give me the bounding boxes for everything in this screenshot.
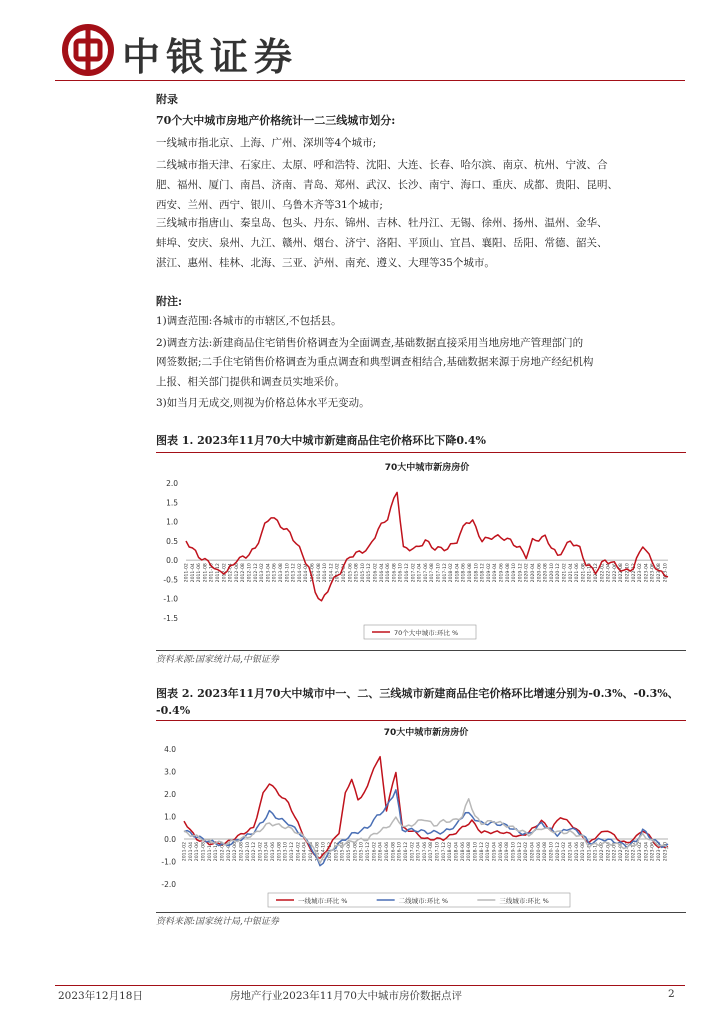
x-tick-label: 2014-02 (296, 842, 302, 862)
y-tick-label: 1.0 (166, 517, 178, 527)
x-tick-label: 2022-02 (600, 842, 606, 862)
x-tick-label: 2023-04 (644, 842, 650, 862)
x-tick-label: 2014-06 (309, 842, 314, 862)
note-3: 3)如当月无成交,则视为价格总体水平无变动。 (156, 397, 370, 409)
legend-label: 二线城市:环比 % (398, 897, 449, 905)
x-tick-label: 2019-06 (498, 842, 504, 862)
x-tick-label: 2018-06 (460, 842, 466, 862)
x-tick-label: 2014-04 (304, 563, 310, 583)
x-tick-label: 2015-02 (334, 842, 340, 862)
figure2-chart (156, 721, 686, 911)
tier2-cities-line2: 肥、福州、厦门、南昌、济南、青岛、郑州、武汉、长沙、南宁、海口、重庆、成都、贵阳、昆明、 (156, 179, 618, 191)
tier2-cities-line1: 二线城市指天津、石家庄、太原、呼和浩特、沈阳、大连、长春、哈尔滨、南京、杭州、宁波、合 (156, 159, 608, 171)
x-tick-label: 2021-06 (575, 563, 581, 583)
x-tick-label: 2012-10 (245, 842, 251, 862)
x-tick-label: 2020-04 (530, 842, 536, 862)
x-tick-label: 2013-12 (290, 842, 296, 862)
figure1-source: 资料来源:国家统计局,中银证券 (156, 655, 279, 665)
x-tick-label: 2014-08 (316, 563, 322, 583)
legend-label: 一线城市:环比 % (298, 897, 348, 905)
x-tick-label: 2016-02 (373, 563, 379, 583)
x-tick-label: 2017-02 (411, 563, 417, 583)
figure2-caption-line2: -0.4% (156, 704, 191, 717)
x-tick-label: 2021-12 (593, 842, 599, 862)
x-tick-label: 2011-04 (190, 563, 196, 583)
x-tick-label: 2015-04 (342, 563, 347, 583)
x-tick-label: 2018-12 (480, 563, 486, 583)
x-tick-label: 2012-12 (252, 842, 258, 862)
x-tick-label: 2011-06 (197, 563, 203, 583)
x-tick-label: 2023-02 (638, 842, 643, 862)
y-tick-label: -1.0 (163, 594, 178, 604)
x-tick-label: 2015-12 (366, 842, 371, 862)
footer-report-title: 房地产行业2023年11月70大中城市房价数据点评 (230, 990, 462, 1002)
x-tick-label: 2017-02 (410, 842, 416, 862)
x-tick-label: 2015-06 (348, 563, 354, 583)
tier1-cities: 一线城市指北京、上海、广州、深圳等4个城市; (156, 137, 377, 149)
x-tick-label: 2021-02 (562, 563, 568, 583)
x-tick-label: 2020-06 (536, 842, 542, 862)
x-tick-label: 2015-06 (347, 842, 352, 862)
note-2-line3: 上报、相关部门提供和调查员实地采价。 (156, 376, 345, 388)
x-tick-label: 2022-04 (606, 563, 612, 583)
x-tick-label: 2016-06 (386, 563, 392, 583)
x-tick-label: 2016-08 (391, 842, 397, 862)
x-tick-label: 2012-04 (228, 563, 234, 583)
x-tick-label: 2023-08 (657, 563, 662, 583)
x-tick-label: 2013-12 (291, 563, 297, 583)
x-tick-label: 2015-02 (335, 563, 341, 583)
x-tick-label: 2020-04 (531, 563, 536, 583)
x-tick-label: 2017-04 (416, 842, 422, 862)
y-tick-label: 2.0 (164, 790, 176, 799)
x-tick-label: 2021-08 (581, 842, 587, 862)
x-tick-label: 2023-06 (650, 842, 656, 862)
tier2-cities-line3: 西安、兰州、西宁、银川、乌鲁木齐等31个城市; (156, 199, 383, 211)
x-tick-label: 2012-02 (222, 563, 228, 583)
appendix-title: 70个大中城市房地产价格统计一二三线城市划分: (156, 114, 396, 127)
x-tick-label: 2019-04 (493, 563, 499, 583)
x-tick-label: 2019-12 (517, 842, 523, 862)
x-tick-label: 2011-10 (209, 563, 215, 583)
x-tick-label: 2018-12 (479, 842, 485, 862)
x-tick-label: 2016-04 (379, 563, 385, 583)
y-tick-label: -1.0 (161, 857, 176, 867)
x-tick-label: 2012-10 (247, 563, 253, 583)
x-tick-label: 2011-08 (201, 842, 207, 862)
x-tick-label: 2016-12 (403, 842, 409, 862)
boc-logo-icon (62, 24, 114, 76)
x-tick-label: 2022-12 (631, 563, 637, 583)
x-tick-label: 2020-06 (537, 563, 543, 583)
x-tick-label: 2018-08 (467, 842, 473, 862)
x-tick-label: 2020-08 (543, 842, 549, 862)
x-tick-label: 2020-12 (556, 563, 562, 583)
x-tick-label: 2022-08 (619, 563, 625, 583)
x-tick-label: 2019-10 (511, 842, 517, 862)
x-tick-label: 2014-12 (328, 842, 333, 862)
x-tick-label: 2017-08 (429, 842, 435, 862)
y-tick-label: -1.5 (163, 614, 178, 623)
x-tick-label: 2020-02 (524, 563, 530, 583)
appendix-label: 附录 (156, 93, 178, 106)
x-tick-label: 2015-08 (353, 842, 359, 862)
figure1-bottom-rule (156, 650, 686, 651)
legend-label: 三线城市:环比 % (499, 897, 549, 905)
x-tick-label: 2018-04 (454, 842, 460, 862)
legend-label: 70个大中城市:环比 % (394, 629, 459, 637)
x-tick-label: 2017-10 (436, 563, 442, 583)
x-tick-label: 2023-08 (657, 842, 662, 862)
x-tick-label: 2017-12 (441, 842, 447, 862)
x-tick-label: 2011-12 (214, 842, 220, 862)
x-tick-label: 2022-08 (619, 842, 624, 862)
x-tick-label: 2016-10 (397, 842, 403, 862)
x-tick-label: 2015-08 (354, 563, 360, 583)
x-tick-label: 2016-10 (398, 563, 404, 583)
chart-title: 70大中城市新房房价 (383, 728, 469, 738)
x-tick-label: 2019-04 (492, 842, 498, 862)
note-1: 1)调查范围:各城市的市辖区,不包括县。 (156, 315, 342, 327)
footer-page-number: 2 (668, 988, 675, 1000)
x-tick-label: 2022-10 (625, 842, 631, 862)
x-tick-label: 2019-06 (499, 563, 505, 583)
x-tick-label: 2013-08 (279, 563, 284, 583)
x-tick-label: 2019-02 (486, 563, 492, 583)
x-tick-label: 2015-04 (340, 842, 346, 862)
x-tick-label: 2022-06 (612, 563, 618, 583)
x-tick-label: 2020-10 (549, 563, 555, 583)
x-tick-label: 2022-12 (631, 842, 637, 862)
x-tick-label: 2014-10 (321, 842, 327, 862)
x-tick-label: 2013-06 (272, 563, 278, 583)
chart-title: 70大中城市新房房价 (384, 463, 470, 473)
x-tick-label: 2019-02 (486, 842, 492, 862)
footer-divider (55, 985, 685, 986)
y-tick-label: 1.0 (164, 812, 176, 822)
x-tick-label: 2021-06 (574, 842, 580, 862)
x-tick-label: 2023-10 (663, 563, 669, 583)
x-tick-label: 2022-10 (625, 563, 631, 583)
x-tick-label: 2017-10 (435, 842, 441, 862)
x-tick-label: 2021-04 (568, 842, 574, 862)
x-tick-label: 2015-10 (360, 563, 366, 583)
x-tick-label: 2019-12 (518, 563, 524, 583)
series-line-1 (186, 492, 668, 600)
x-tick-label: 2017-12 (442, 563, 448, 583)
x-tick-label: 2013-06 (271, 842, 277, 862)
y-tick-label: 3.0 (164, 767, 176, 777)
y-tick-label: 1.5 (166, 498, 178, 508)
x-tick-label: 2016-12 (405, 563, 410, 583)
tier3-cities-line1: 三线城市指唐山、秦皇岛、包头、丹东、锦州、吉林、牡丹江、无锡、徐州、扬州、温州、金华、 (156, 217, 608, 229)
x-tick-label: 2019-10 (512, 563, 518, 583)
x-tick-label: 2021-10 (587, 842, 593, 862)
header-divider (55, 80, 685, 81)
x-tick-label: 2016-08 (392, 563, 398, 583)
y-tick-label: 0.5 (166, 536, 178, 546)
x-tick-label: 2017-06 (423, 563, 429, 583)
y-tick-label: 2.0 (166, 479, 178, 488)
x-tick-label: 2021-08 (581, 563, 587, 583)
x-tick-label: 2019-08 (505, 842, 511, 862)
y-tick-label: -0.5 (163, 575, 178, 585)
x-tick-label: 2013-08 (277, 842, 283, 862)
x-tick-label: 2017-04 (417, 563, 423, 583)
figure2-bottom-rule (156, 912, 686, 913)
y-tick-label: 4.0 (164, 745, 176, 754)
x-tick-label: 2022-04 (606, 842, 612, 862)
tier3-cities-line3: 湛江、惠州、桂林、北海、三亚、泸州、南充、遵义、大理等35个城市。 (156, 257, 495, 269)
figure2-chart-svg (156, 721, 686, 911)
x-tick-label: 2016-02 (372, 842, 378, 862)
x-tick-label: 2021-10 (587, 563, 593, 583)
x-tick-label: 2015-10 (359, 842, 365, 862)
x-tick-label: 2023-06 (650, 563, 656, 583)
x-tick-label: 2021-04 (568, 563, 574, 583)
x-tick-label: 2016-04 (378, 842, 384, 862)
note-2-line2: 网签数据;二手住宅销售价格调查为重点调查和典型调查相结合,基础数据来源于房地产经纪机构 (156, 356, 594, 368)
x-tick-label: 2023-04 (644, 563, 650, 583)
x-tick-label: 2018-02 (448, 842, 454, 862)
x-tick-label: 2016-06 (385, 842, 390, 862)
footer-date: 2023年12月18日 (58, 990, 143, 1002)
x-tick-label: 2018-02 (449, 563, 455, 583)
x-tick-label: 2023-10 (663, 842, 669, 862)
x-tick-label: 2014-10 (323, 563, 329, 583)
y-tick-label: 0.0 (166, 556, 178, 566)
tier3-cities-line2: 蚌埠、安庆、泉州、九江、赣州、烟台、济宁、洛阳、平顶山、宜昌、襄阳、岳阳、常德、韶关、 (156, 237, 608, 249)
figure1-chart (156, 453, 686, 649)
x-tick-label: 2017-08 (430, 563, 436, 583)
x-tick-label: 2011-02 (184, 563, 190, 583)
note-2-line1: 2)调查方法:新建商品住宅销售价格调查为全面调查,基础数据直接采用当地房地产管理部门的 (156, 337, 584, 349)
figure1-chart-svg (156, 453, 686, 649)
x-tick-label: 2012-04 (226, 842, 232, 862)
x-tick-label: 2020-12 (555, 842, 561, 862)
x-tick-label: 2015-12 (367, 563, 373, 583)
x-tick-label: 2018-10 (474, 563, 480, 583)
x-tick-label: 2013-02 (258, 842, 264, 862)
y-tick-label: 0.0 (164, 835, 176, 844)
x-tick-label: 2013-04 (266, 563, 272, 583)
x-tick-label: 2022-06 (612, 842, 618, 862)
x-tick-label: 2011-08 (203, 563, 209, 583)
x-tick-label: 2018-04 (455, 563, 461, 583)
x-tick-label: 2020-02 (524, 842, 530, 862)
x-tick-label: 2012-06 (234, 563, 240, 583)
x-tick-label: 2011-12 (216, 563, 221, 583)
y-tick-label: -2.0 (161, 880, 176, 889)
report-header (0, 0, 724, 88)
brand-name: 中银证券 (122, 35, 299, 79)
x-tick-label: 2012-12 (253, 563, 259, 583)
x-tick-label: 2013-02 (260, 563, 266, 583)
x-tick-label: 2014-06 (310, 563, 316, 583)
x-tick-label: 2019-08 (505, 563, 511, 583)
figure1-caption: 图表 1. 2023年11月70大中城市新建商品住宅价格环比下降0.4% (156, 434, 486, 447)
x-tick-label: 2011-10 (207, 842, 213, 862)
x-tick-label: 2011-04 (188, 842, 194, 862)
x-tick-label: 2012-08 (239, 842, 245, 862)
notes-label: 附注: (156, 295, 183, 308)
x-tick-label: 2018-06 (461, 563, 467, 583)
x-tick-label: 2012-06 (233, 842, 239, 862)
x-tick-label: 2014-04 (302, 842, 308, 862)
x-tick-label: 2012-08 (241, 563, 247, 583)
x-tick-label: 2020-10 (549, 842, 555, 862)
x-tick-label: 2011-06 (195, 842, 201, 862)
x-tick-label: 2013-10 (285, 563, 291, 583)
x-tick-label: 2017-06 (422, 842, 428, 862)
x-tick-label: 2014-08 (315, 842, 321, 862)
x-tick-label: 2014-12 (329, 563, 335, 583)
figure2-caption-line1: 图表 2. 2023年11月70大中城市中一、二、三线城市新建商品住宅价格环比增速分别为-0.3%、-0.3%、 (156, 687, 679, 700)
x-tick-label: 2021-12 (594, 563, 599, 583)
x-tick-label: 2020-08 (543, 563, 549, 583)
x-tick-label: 2011-02 (182, 842, 188, 862)
x-tick-label: 2012-02 (220, 842, 226, 862)
x-tick-label: 2023-02 (638, 563, 644, 583)
x-tick-label: 2022-02 (600, 563, 606, 583)
x-tick-label: 2014-02 (297, 563, 303, 583)
x-tick-label: 2013-04 (264, 842, 270, 862)
x-tick-label: 2013-10 (283, 842, 289, 862)
x-tick-label: 2021-02 (562, 842, 568, 862)
figure2-source: 资料来源:国家统计局,中银证券 (156, 917, 279, 927)
x-tick-label: 2018-10 (473, 842, 479, 862)
x-tick-label: 2018-08 (468, 563, 473, 583)
